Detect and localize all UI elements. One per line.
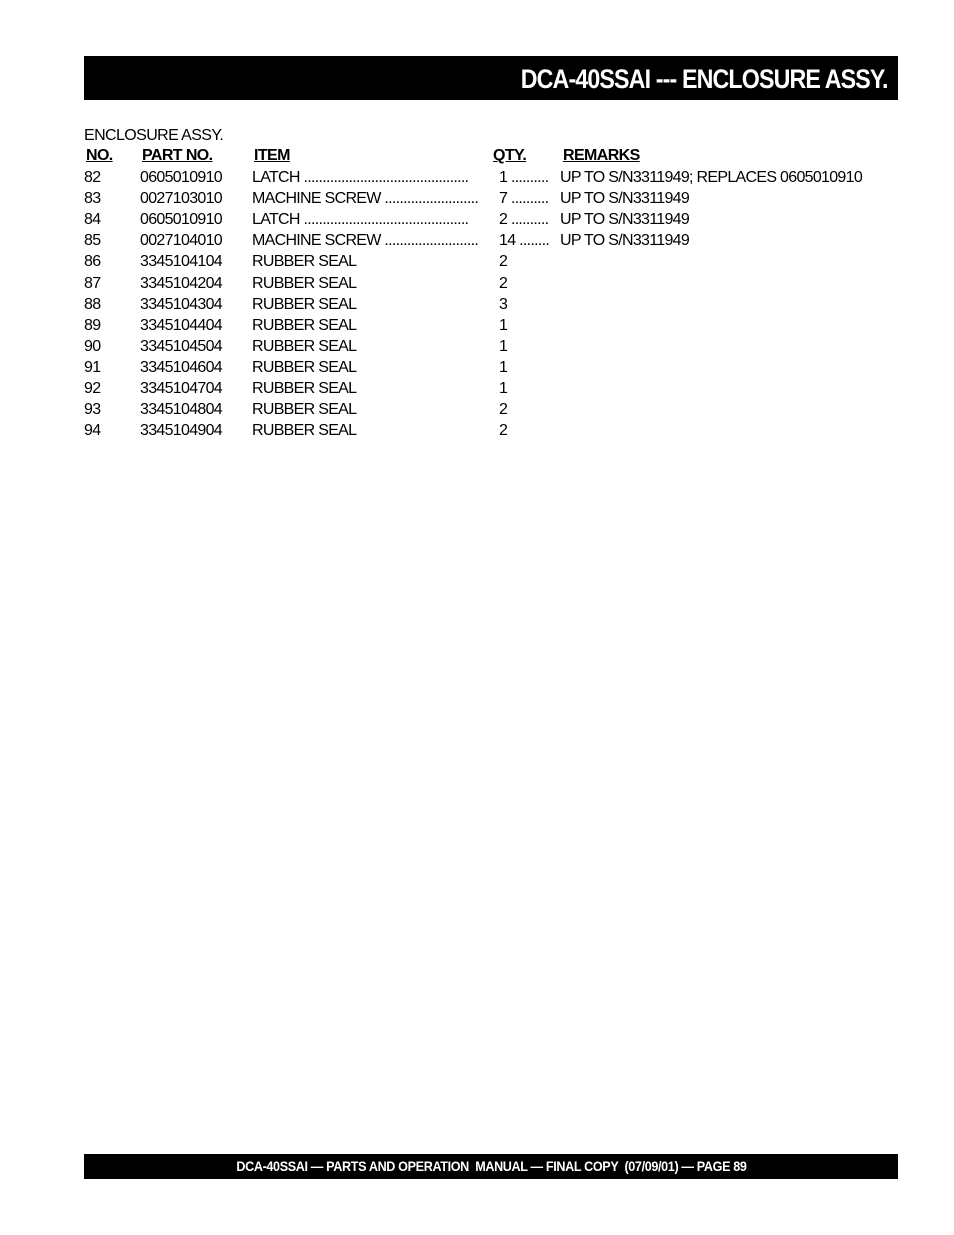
remarks-cell: UP TO S/N3311949 <box>560 211 690 229</box>
column-header-no: NO. <box>86 147 113 164</box>
column-header-item: ITEM <box>254 147 290 164</box>
title-bar <box>84 56 898 100</box>
table-row <box>0 315 954 336</box>
part-number-cell: 3345104104 <box>140 253 222 271</box>
footer-bar <box>84 1154 898 1179</box>
table-row <box>0 294 954 315</box>
table-row <box>0 357 954 378</box>
part-number-index-cell: 93 <box>84 401 101 419</box>
item-description-cell: RUBBER SEAL <box>252 380 357 397</box>
table-row <box>0 399 954 420</box>
remarks-cell: UP TO S/N3311949 <box>560 190 690 208</box>
item-description-cell: RUBBER SEAL <box>252 274 357 292</box>
item-description-cell: RUBBER SEAL <box>252 253 357 271</box>
quantity-cell: 1 <box>499 316 508 334</box>
part-number-cell: 0027104010 <box>140 232 222 250</box>
item-description-cell: MACHINE SCREW ......................... <box>252 190 479 208</box>
item-description-cell: RUBBER SEAL <box>252 295 357 313</box>
part-number-index-cell: 88 <box>84 295 101 313</box>
quantity-cell: 7 .......... <box>499 190 549 208</box>
column-header-remarks: REMARKS <box>563 147 640 164</box>
quantity-cell: 2 <box>499 274 508 292</box>
part-number-index-cell: 84 <box>84 211 101 229</box>
quantity-cell: 3 <box>499 295 508 313</box>
quantity-cell: 2 .......... <box>499 211 549 229</box>
column-header-part-no: PART NO. <box>142 147 213 164</box>
part-number-cell: 0605010910 <box>140 169 222 186</box>
item-description-cell: RUBBER SEAL <box>252 337 357 355</box>
part-number-cell: 3345104804 <box>140 401 222 419</box>
part-number-cell: 3345104904 <box>140 422 222 440</box>
item-description-cell: RUBBER SEAL <box>252 316 357 334</box>
item-description-cell: MACHINE SCREW ......................... <box>252 232 479 250</box>
part-number-index-cell: 86 <box>84 253 101 271</box>
part-number-index-cell: 82 <box>84 169 101 186</box>
remarks-cell: UP TO S/N3311949; REPLACES 0605010910 <box>560 169 863 186</box>
part-number-index-cell: 94 <box>84 422 101 440</box>
part-number-cell: 0027103010 <box>140 190 222 208</box>
remarks-cell: UP TO S/N3311949 <box>560 232 690 250</box>
part-number-cell: 3345104604 <box>140 358 222 376</box>
footer-text: DCA-40SSAI — PARTS AND OPERATION MANUAL — FINAL COPY (07/09/01) — PAGE 89 <box>235 1158 747 1174</box>
quantity-cell: 1 <box>499 380 508 397</box>
part-number-index-cell: 87 <box>84 274 101 292</box>
page-title: DCA-40SSAI --- ENCLOSURE ASSY. <box>521 64 888 94</box>
item-description-cell: LATCH ............................................ <box>252 169 469 186</box>
column-header-qty: QTY. <box>493 147 527 164</box>
quantity-cell: 1 .......... <box>499 169 549 186</box>
part-number-index-cell: 90 <box>84 337 101 355</box>
table-row <box>0 378 954 399</box>
part-number-cell: 3345104204 <box>140 274 222 292</box>
table-row <box>0 251 954 272</box>
part-number-index-cell: 91 <box>84 358 101 376</box>
table-row <box>0 167 954 188</box>
item-description-cell: RUBBER SEAL <box>252 422 357 440</box>
item-description-cell: RUBBER SEAL <box>252 401 357 419</box>
table-row <box>0 209 954 230</box>
table-row <box>0 336 954 357</box>
part-number-cell: 3345104504 <box>140 337 222 355</box>
part-number-index-cell: 85 <box>84 232 101 250</box>
quantity-cell: 2 <box>499 253 508 271</box>
table-row <box>0 420 954 441</box>
table-row <box>0 230 954 251</box>
quantity-cell: 14 ........ <box>499 232 550 250</box>
table-row <box>0 188 954 209</box>
part-number-index-cell: 83 <box>84 190 101 208</box>
part-number-cell: 3345104704 <box>140 380 222 397</box>
table-row <box>0 273 954 294</box>
item-description-cell: LATCH ............................................ <box>252 211 469 229</box>
part-number-cell: 3345104404 <box>140 316 222 334</box>
item-description-cell: RUBBER SEAL <box>252 358 357 376</box>
part-number-cell: 0605010910 <box>140 211 222 229</box>
part-number-cell: 3345104304 <box>140 295 222 313</box>
quantity-cell: 1 <box>499 358 508 376</box>
quantity-cell: 2 <box>499 422 508 440</box>
section-label: ENCLOSURE ASSY. <box>84 127 224 144</box>
quantity-cell: 1 <box>499 337 508 355</box>
quantity-cell: 2 <box>499 401 508 419</box>
part-number-index-cell: 92 <box>84 380 101 397</box>
part-number-index-cell: 89 <box>84 316 101 334</box>
